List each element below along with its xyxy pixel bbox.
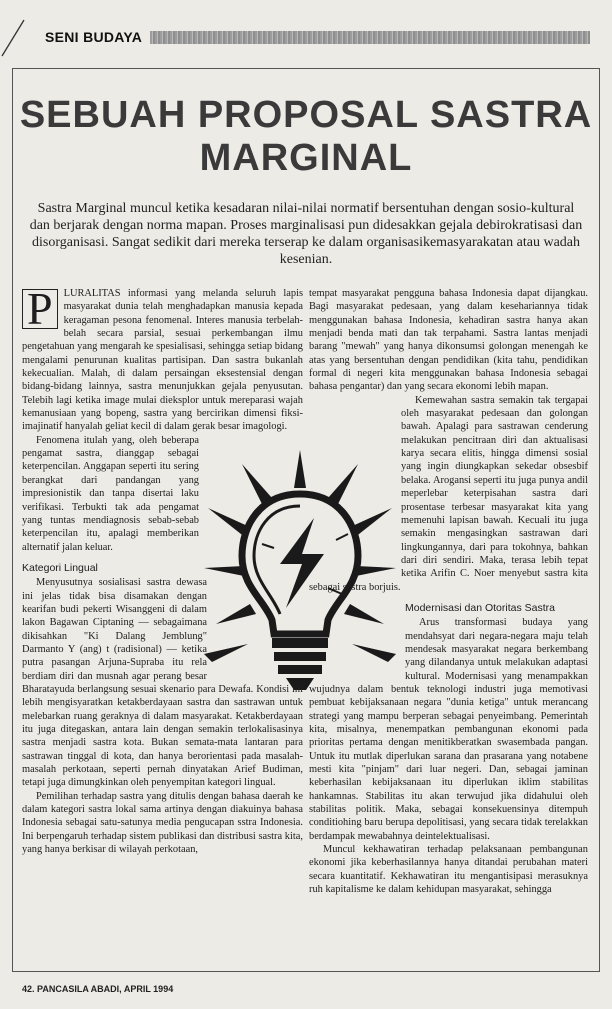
illustration-wrap-space (309, 446, 401, 574)
paragraph: Kemewahan sastra semakin tak tergapai oleh masyarakat pedesaan dan golongan bawah. Apalagi para sastrawan cenderung melakukan pencitraan diri dan aktualisasi karya secara elitis, hingga dimensi sosial yang ingin diungkapkan sekedar obsesbif belaka. Arogansi seperti itu juga punya andil meperlebar keterpisahan sastra dari prosentase terbesar masyarakat kita yang memenuhi lapisan bawah. Kecuali itu juga semakin mengasingkan sastrawan dari lingkungannya, dari para tokohnya, bahkan dari diri sendiri. Maka, terasa lebih tepat ketika Arifin C. Noer menyebut sastra kita sebagai sastra borjuis. (309, 394, 588, 593)
paragraph: Menyusutnya sosialisasi sastra dewasa ini jelas tidak bisa disamakan dengan kearifan budi pekerti Wisanggeni di dalam lakon Bagawan Ciptaning — sebagaimana dikisahkan "Ki Dalang Jemblung" Darmanto Y (ang) t (radisional) — ketika putra pasangan Arjuna-Supraba itu rela berdiam diri dan musnah agar perang besar Bharatayuda berlangsung sesuai skenario para Dewafa. Kondisi ini lebih mengisyaratkan ketakberdayaan sastra dan sastrawan untuk melebarkan ruang geraknya di dalam masyarakat. Ketakberdayaan itu juga ditegaskan, antara lain dengan semakin terlokalisasinya sastra menjadi sastra kota. Bukan semata-mata lantaran para sastrawan tinggal di kota, dan hanya berorientasi pada masalah-masalah perkotaan, seperti pernah dinyatakan Arief Budiman, tetapi juga dimungkinkan oleh penyempitan kategori lingual. (22, 577, 303, 789)
paragraph: Muncul kekhawatiran terhadap pelaksanaan pembangunan ekonomi jika keberhasilannya hanya ditandai perubahan materi secara kuantitatif. Kekhawatiran itu mengantisipasi merasuknya ruh kapitalisme ke dalam kehidupan masyarakat, sehingga (309, 844, 588, 896)
subheading-kategori-lingual: Kategori Lingual (22, 561, 98, 574)
header-rule (150, 31, 590, 44)
section-label: SENI BUDAYA (45, 29, 143, 45)
corner-mark (0, 18, 26, 58)
right-column (309, 287, 588, 947)
illustration-wrap-space (199, 434, 303, 566)
title-line-2: MARGINAL (199, 137, 413, 179)
left-column (22, 283, 303, 947)
page-header (0, 18, 612, 58)
paragraph: Pemilihan terhadap sastra yang ditulis dengan bahasa daerah ke dalam kategori sastra lokal sama artinya dengan diakuinya bahasa Indonesia sebagai satu-satunya media pengucapan sstra Indonesia. Ini berpengaruh terhadap sistem publikasi dan distribusi sastra kita, yang hanya berkisar di wilayah perkotaan, (22, 790, 303, 856)
illustration-wrap-space (309, 594, 405, 678)
subheading-modernisasi: Modernisasi dan Otoritas Sastra (405, 601, 555, 614)
article-lead: Sastra Marginal muncul ketika kesadaran nilai-nilai normatif bersentuhan dengan sosio-kultural dan berjarak dengan norma mapan. Proses marginalisasi pun didesakkan gejala debirokratisasi dan disorganisasi. Sangat sedikit dari mereka terserap ke dalam organisasikemasyarakatan atau wadah kesenian. (29, 201, 583, 267)
title-line-1: SEBUAH PROPOSAL SASTRA (19, 94, 593, 136)
paragraph: Fenomena itulah yang, oleh beberapa pengamat sastra, dianggap sebagai keterpencilan. Anggapan seperti itu sering berangkat dari pandangan yang impresionistik dan tanpa disertai laku verifikasi. Terbukti tak ada pengamat yang tuntas mendiagnosis sebab-sebab keterpencilan itu, apalagi memberikan alternatif jalan keluar. (22, 434, 199, 553)
paragraph: Arus transformasi budaya yang mendahsyat dari negara-negara maju telah mendesak masyarakat negara berkembang yang dilandanya untuk melakukan adaptasi kultural. Modernisasi yang menampakkan wujudnya dalam bentuk teknologi industri juga memotivasi pembuat kebijaksanaan negara "dunia ketiga" untuk merancang strategi yang mampu berperan sebagai penyeimbang. Pemerintah kita, misalnya, menempatkan pembangunan ekonomi pada prioritas pertama dengan menitikberatkan swasembada pangan. Untuk itu mutlak diperlukan sarana dan prasarana yang notabene mesti kita "pinjam" dari luar negeri. Dan, sebagai jaminan keberhasilan kebijaksanaan itu diperlukan iklim stabilitas hankamnas. Stabilitas itu akan terwujud jika didahului oleh stabilitas politik. Maka, sebagai konsekuensinya ditempuh conditiohing baru berupa depolitisasi, yang secara tidak terelakkan berdampak mewabahnya deintelektualisasi. (309, 617, 588, 842)
illustration-wrap-space (207, 566, 303, 676)
paragraph (22, 283, 303, 434)
drop-cap: P (22, 289, 58, 329)
page-footer: 42. PANCASILA ABADI, APRIL 1994 (22, 984, 174, 994)
article-title (14, 94, 598, 180)
paragraph-text: LURALITAS informasi yang melanda seluruh lapis masyarakat dunia telah menghadapkan manusia kepada keragaman pesona fenomenal. Interes manusia terbelah-belah secara parsial, sesuai perkembangan ilmu pengetahuan yang mengarah ke spesialisasi, sehingga setiap bidang mengalami penurunan kualitas partisipan. Dan sastra bukanlah kekecualian. Malah, di dalam persaingan eksestensial dengan bidang-bidang lainnya, sastra menunjukkan gejala penyusutan. Telebih lagi ketika image mulai dieksplor untuk mereparasi wajah kemanusiaan yang bopeng, sastra yang bercirikan dimensi fiksi-imajinatif hanyalah geliat kecil di dalam gerak besar imagologi. (22, 288, 303, 433)
paragraph: tempat masyarakat pengguna bahasa Indonesia dapat dijangkau. Bagi masyarakat pedesaan, yang dalam kesehariannya tidak menggunakan bahasa Indonesia, kehadiran sastra hanya akan menjadi benda mati dan tak terpahami. Sastra lantas menjadi barang "mewah" yang hanya dikonsumsi golongan menengah ke atas yang bersentuhan dengan pendidikan (kita tahu, pendidikan formal di negeri kita menggunakan bahasa Indonesia sebagai bahasa pengantar) dan yang secara ekonomi lebih mapan. (309, 288, 588, 393)
